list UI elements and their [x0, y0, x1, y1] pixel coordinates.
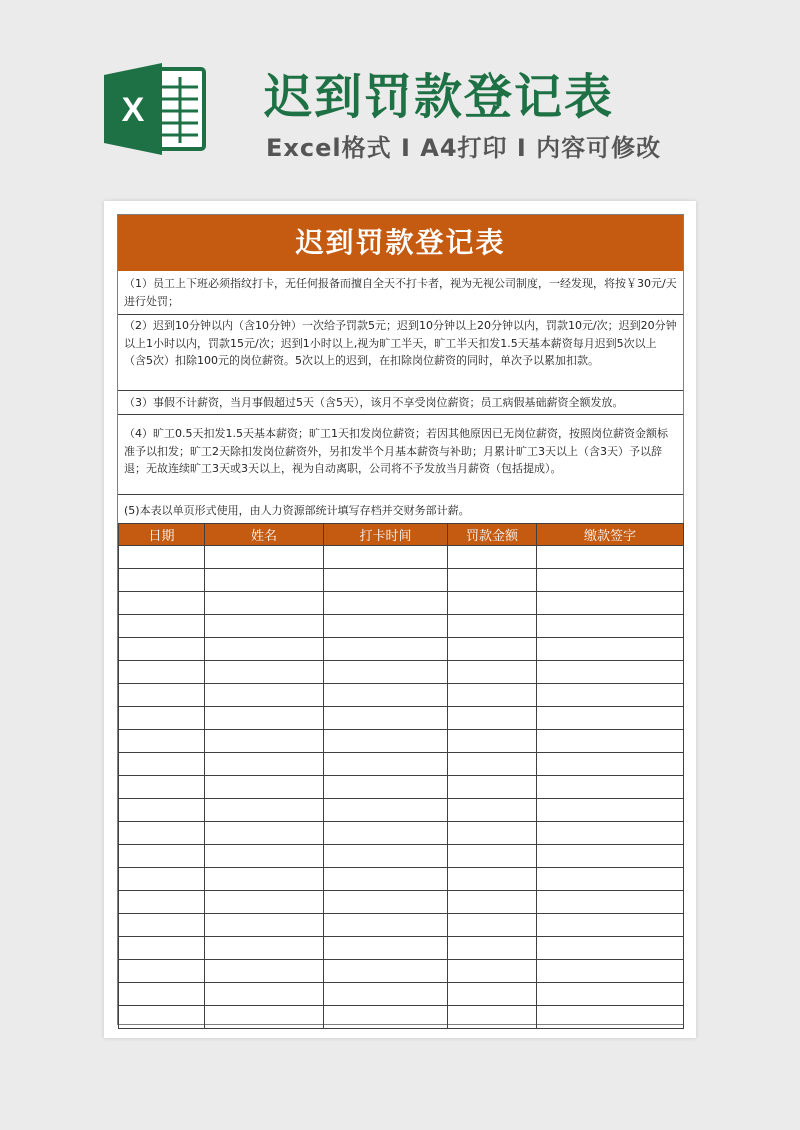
- table-cell[interactable]: [448, 1006, 537, 1029]
- table-cell[interactable]: [205, 937, 324, 960]
- table-cell[interactable]: [537, 799, 684, 822]
- table-cell[interactable]: [324, 868, 448, 891]
- table-cell[interactable]: [448, 638, 537, 661]
- table-cell[interactable]: [119, 983, 205, 1006]
- table-cell[interactable]: [537, 638, 684, 661]
- table-cell[interactable]: [119, 845, 205, 868]
- table-cell[interactable]: [537, 776, 684, 799]
- table-cell[interactable]: [119, 546, 205, 569]
- table-row: [119, 661, 684, 684]
- table-row: [119, 937, 684, 960]
- table-cell[interactable]: [537, 960, 684, 983]
- table-cell[interactable]: [537, 615, 684, 638]
- table-cell[interactable]: [448, 546, 537, 569]
- table-cell[interactable]: [119, 914, 205, 937]
- table-cell[interactable]: [205, 638, 324, 661]
- table-cell[interactable]: [119, 960, 205, 983]
- table-cell[interactable]: [205, 822, 324, 845]
- table-cell[interactable]: [205, 707, 324, 730]
- table-row: [119, 822, 684, 845]
- table-cell[interactable]: [119, 799, 205, 822]
- table-cell[interactable]: [205, 891, 324, 914]
- table-cell[interactable]: [119, 730, 205, 753]
- table-cell[interactable]: [119, 638, 205, 661]
- table-cell[interactable]: [205, 753, 324, 776]
- table-cell[interactable]: [448, 983, 537, 1006]
- table-cell[interactable]: [119, 937, 205, 960]
- table-cell[interactable]: [324, 937, 448, 960]
- table-row: [119, 914, 684, 937]
- table-row: [119, 753, 684, 776]
- table-cell[interactable]: [205, 914, 324, 937]
- table-cell[interactable]: [205, 799, 324, 822]
- col-payment-signature: 缴款签字: [537, 524, 684, 546]
- table-cell[interactable]: [119, 592, 205, 615]
- rule-1: [118, 271, 683, 315]
- table-cell[interactable]: [119, 822, 205, 845]
- table-cell[interactable]: [119, 1006, 205, 1029]
- table-cell[interactable]: [537, 661, 684, 684]
- table-cell[interactable]: [324, 730, 448, 753]
- col-clock-time: 打卡时间: [324, 524, 448, 546]
- table-cell[interactable]: [119, 684, 205, 707]
- table-cell[interactable]: [448, 799, 537, 822]
- table-cell[interactable]: [205, 776, 324, 799]
- table-cell[interactable]: [448, 569, 537, 592]
- col-date: 日期: [119, 524, 205, 546]
- table-row: [119, 845, 684, 868]
- table-cell[interactable]: [537, 914, 684, 937]
- table-row: [119, 1006, 684, 1029]
- fine-log-table: [118, 523, 684, 1029]
- table-cell[interactable]: [205, 730, 324, 753]
- table-cell[interactable]: [324, 891, 448, 914]
- table-cell[interactable]: [205, 868, 324, 891]
- table-cell[interactable]: [448, 822, 537, 845]
- table-row: [119, 776, 684, 799]
- table-cell[interactable]: [448, 845, 537, 868]
- table-cell[interactable]: [324, 776, 448, 799]
- table-cell[interactable]: [448, 960, 537, 983]
- table-cell[interactable]: [448, 937, 537, 960]
- table-row: [119, 799, 684, 822]
- table-cell[interactable]: [119, 753, 205, 776]
- table-cell[interactable]: [205, 546, 324, 569]
- excel-icon: [104, 63, 206, 155]
- table-cell[interactable]: [537, 1006, 684, 1029]
- table-cell[interactable]: [448, 661, 537, 684]
- sheet-title: 迟到罚款登记表: [118, 215, 683, 271]
- table-cell[interactable]: [537, 730, 684, 753]
- table-cell[interactable]: [448, 707, 537, 730]
- excel-logo-letter: X: [121, 91, 145, 129]
- table-cell[interactable]: [537, 707, 684, 730]
- table-cell[interactable]: [324, 845, 448, 868]
- table-cell[interactable]: [537, 868, 684, 891]
- table-row: [119, 546, 684, 569]
- table-cell[interactable]: [324, 592, 448, 615]
- table-row: [119, 569, 684, 592]
- table-cell[interactable]: [324, 914, 448, 937]
- table-cell[interactable]: [448, 891, 537, 914]
- table-row: [119, 707, 684, 730]
- table-cell[interactable]: [324, 569, 448, 592]
- rule-5-note: (5)本表以单页形式使用，由人力资源部统计填写存档并交财务部计薪。: [124, 504, 470, 517]
- table-cell[interactable]: [537, 569, 684, 592]
- table-cell[interactable]: [205, 983, 324, 1006]
- rule-2-text: （2）迟到10分钟以内（含10分钟）一次给予罚款5元；迟到10分钟以上20分钟以内，罚款10元/次；迟到20分钟以上1小时以内，罚款15元/次；迟到1小时以上,视为旷工半天，旷工半天扣发1.5天基本薪资每月迟到5次以上（含5次）扣除100元的岗位薪资。5次以上的迟到，在扣除岗位薪资的同时，单次予以累加扣款。: [124, 319, 677, 367]
- table-cell[interactable]: [205, 960, 324, 983]
- table-header-row: [119, 524, 684, 546]
- table-cell[interactable]: [205, 661, 324, 684]
- table-row: [119, 684, 684, 707]
- table-cell[interactable]: [119, 891, 205, 914]
- table-cell[interactable]: [324, 684, 448, 707]
- table-cell[interactable]: [448, 914, 537, 937]
- table-cell[interactable]: [448, 615, 537, 638]
- table-cell[interactable]: [537, 684, 684, 707]
- table-cell[interactable]: [324, 615, 448, 638]
- table-cell[interactable]: [324, 1006, 448, 1029]
- table-cell[interactable]: [537, 983, 684, 1006]
- table-cell[interactable]: [119, 707, 205, 730]
- rule-2: [118, 315, 683, 391]
- table-cell[interactable]: [119, 868, 205, 891]
- table-cell[interactable]: [448, 868, 537, 891]
- table-cell[interactable]: [324, 822, 448, 845]
- rule-4: [118, 415, 683, 495]
- table-cell[interactable]: [448, 753, 537, 776]
- table-row: [119, 983, 684, 1006]
- table-cell[interactable]: [205, 569, 324, 592]
- page-title: 迟到罚款登记表: [264, 69, 615, 125]
- document-page: [104, 201, 696, 1038]
- table-row: [119, 592, 684, 615]
- table-row: [119, 868, 684, 891]
- rule-3-text: （3）事假不计薪资，当月事假超过5天（含5天），该月不享受岗位薪资；员工病假基础薪资全额发放。: [124, 396, 624, 409]
- table-cell[interactable]: [205, 592, 324, 615]
- rule-1-text: （1）员工上下班必须指纹打卡，无任何报备而擅自全天不打卡者，视为无视公司制度，一经发现，将按￥30元/天进行处罚；: [124, 277, 677, 308]
- table-cell[interactable]: [448, 592, 537, 615]
- table-row: [119, 891, 684, 914]
- table-cell[interactable]: [537, 592, 684, 615]
- table-cell[interactable]: [119, 661, 205, 684]
- col-name: 姓名: [205, 524, 324, 546]
- table-cell[interactable]: [119, 569, 205, 592]
- table-cell[interactable]: [324, 546, 448, 569]
- table-cell[interactable]: [205, 684, 324, 707]
- table-cell[interactable]: [119, 776, 205, 799]
- table-cell[interactable]: [537, 845, 684, 868]
- rule-4-text: （4）旷工0.5天扣发1.5天基本薪资；旷工1天扣发岗位薪资；若因其他原因已无岗位薪资，按照岗位薪资金额标准予以扣发；旷工2天除扣发岗位薪资外，另扣发半个月基本薪资与补助；月累计旷工3天以上（含3天）予以辞退；无故连续旷工3天或3天以上，视为自动离职，公司将不予发放当月薪资（包括提成）。: [124, 427, 668, 475]
- table-cell[interactable]: [205, 845, 324, 868]
- table-cell[interactable]: [324, 983, 448, 1006]
- spreadsheet: [117, 214, 684, 1025]
- table-cell[interactable]: [324, 960, 448, 983]
- table-row: [119, 960, 684, 983]
- table-cell[interactable]: [119, 615, 205, 638]
- rule-3: [118, 391, 683, 415]
- table-cell[interactable]: [448, 730, 537, 753]
- table-cell[interactable]: [324, 661, 448, 684]
- table-cell[interactable]: [537, 822, 684, 845]
- table-row: [119, 638, 684, 661]
- table-row: [119, 615, 684, 638]
- table-cell[interactable]: [448, 776, 537, 799]
- table-cell[interactable]: [537, 546, 684, 569]
- table-cell[interactable]: [537, 891, 684, 914]
- page-header: [0, 0, 800, 200]
- table-row: [119, 730, 684, 753]
- page-subtitle: Excel格式 I A4打印 I 内容可修改: [266, 134, 662, 162]
- table-cell[interactable]: [324, 638, 448, 661]
- table-cell[interactable]: [537, 937, 684, 960]
- table-cell[interactable]: [324, 799, 448, 822]
- table-cell[interactable]: [324, 707, 448, 730]
- table-cell[interactable]: [205, 615, 324, 638]
- table-cell[interactable]: [324, 753, 448, 776]
- table-body: [119, 546, 684, 1029]
- table-cell[interactable]: [205, 1006, 324, 1029]
- table-cell[interactable]: [448, 684, 537, 707]
- table-cell[interactable]: [537, 753, 684, 776]
- col-fine-amount: 罚款金额: [448, 524, 537, 546]
